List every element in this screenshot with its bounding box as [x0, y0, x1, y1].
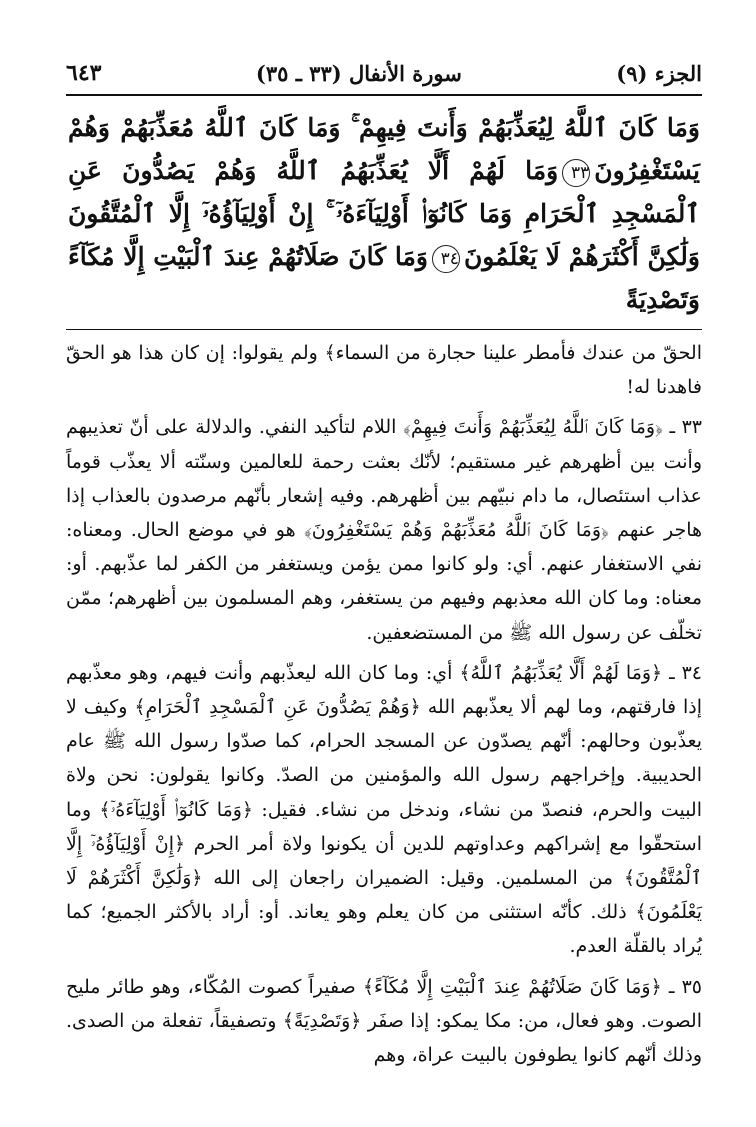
- tafsir-paragraph: ٣٥ ـ ﴿وَمَا كَانَ صَلَاتُهُمْ عِندَ ٱلْبَيْتِ إِلَّا مُكَآءً﴾ صفيراً كصوت المُكّاء، وهو طائر مليح الصوت. وهو فعال، من: مكا يمكو: إذا صفَر ﴿وَتَصْدِيَةً﴾ وتصفيقاً، تفعلة من الصدى. وذلك أنّهم كانوا يطوفون بالبيت عراة، وهم: [66, 975, 702, 1067]
- quran-segment: وَمَا لَهُمْ أَلَّا يُعَذِّبَهُمُ ٱللَّهُ وَهُمْ يَصُدُّونَ عَنِ ٱلْمَسْجِدِ ٱلْحَرَامِ وَمَا كَانُوٓا۟ أَوْلِيَآءَهُۥٓ ۚ إِنْ أَوْلِيَآؤُهُۥٓ إِلَّا ٱلْمُتَّقُونَ وَلَٰكِنَّ أَكْثَرَهُمْ لَا يَعْلَمُونَ: [68, 156, 700, 271]
- tafsir-paragraph: ٣٤ ـ ﴿وَمَا لَهُمْ أَلَّا يُعَذِّبَهُمُ ٱللَّهُ﴾ أي: وما كان الله ليعذّبهم وأنت فيهم، وهو معذّبهم إذا فارقتهم، وما لهم ألا يعذّبهم الله ﴿وَهُمْ يَصُدُّونَ عَنِ ٱلْمَسْجِدِ ٱلْحَرَامِ﴾ وكيف لا يعذّبون وحالهم: أنّهم يصدّون عن المسجد الحرام، كما صدّوا رسول الله ﷺ عام الحديبية. وإخراجهم رسول الله والمؤمنين من الصدّ. وكانوا يقولون: نحن ولاة البيت والحرم، فنصدّ من نشاء، وندخل من نشاء. فقيل: ﴿وَمَا كَانُوٓا۟ أَوْلِيَآءَهُۥٓ﴾ وما استحقّوا مع إشراكهم وعداوتهم للدين أن يكونوا ولاة أمر الحرم ﴿إِنْ أَوْلِيَآؤُهُۥٓ إِلَّا ٱلْمُتَّقُونَ﴾ من المسلمين. وقيل: الضميران راجعان إلى الله ﴿وَلَٰكِنَّ أَكْثَرَهُمْ لَا يَعْلَمُونَ﴾ ذلك. كأنّه استثنى من كان يعلم وهو يعاند. أو: أراد بالأكثر الجميع؛ كما يُراد بالقلّة العدم.: [66, 661, 702, 958]
- juz-label: الجزء (٩): [616, 60, 702, 86]
- tafsir-commentary: [66, 336, 702, 1072]
- quran-divider: [66, 329, 702, 330]
- quran-segment: وَمَا كَانَ صَلَاتُهُمْ عِندَ ٱلْبَيْتِ إِلَّا مُكَآءً وَتَصْدِيَةً: [68, 242, 700, 314]
- quran-text-block: [66, 106, 702, 321]
- ayah-number-marker: ٣٣: [562, 159, 590, 187]
- surah-title: سورة الأنفال (٣٣ ـ ٣٥): [255, 60, 462, 86]
- page-header: [66, 56, 702, 90]
- quran-segment: وَمَا كَانَ ٱللَّهُ لِيُعَذِّبَهُمْ وَأَنتَ فِيهِمْ ۚ وَمَا كَانَ ٱللَّهُ مُعَذِّبَهُمْ وَهُمْ يَسْتَغْفِرُونَ: [68, 113, 700, 185]
- book-page: [66, 56, 702, 1076]
- page-number: ٦٤٣: [66, 60, 102, 86]
- tafsir-paragraph: الحقّ من عندك فأمطر علينا حجارة من السماء﴾ ولم يقولوا: إن كان هذا هو الحقّ فاهدنا له!: [66, 342, 702, 399]
- tafsir-paragraph: ٣٣ ـ ﴿وَمَا كَانَ ٱللَّهُ لِيُعَذِّبَهُمْ وَأَنتَ فِيهِمْ﴾ اللام لتأكيد النفي. والدلالة على أنّ تعذيبهم وأنت بين أظهرهم غير مستقيم؛ لأنّك بعثت رحمة للعالمين وسنّته ألا يعذّب قوماً عذاب استئصال، ما دام نبيّهم بين أظهرهم. وفيه إشعار بأنّهم مرصدون بالعذاب إذا هاجر عنهم ﴿وَمَا كَانَ ٱللَّهُ مُعَذِّبَهُمْ وَهُمْ يَسْتَغْفِرُونَ﴾ هو في موضع الحال. ومعناه: نفي الاستغفار عنهم. أي: ولو كانوا ممن يؤمن ويستغفر من الكفر لما عذّبهم. أو: معناه: وما كان الله معذبهم وفيهم من يستغفر، وهم المسلمون بين أظهرهم؛ ممّن تخلّف عن رسول الله ﷺ من المستضعفين.: [66, 416, 702, 644]
- header-divider: [66, 94, 702, 96]
- ayah-number-marker: ٣٤: [432, 245, 460, 273]
